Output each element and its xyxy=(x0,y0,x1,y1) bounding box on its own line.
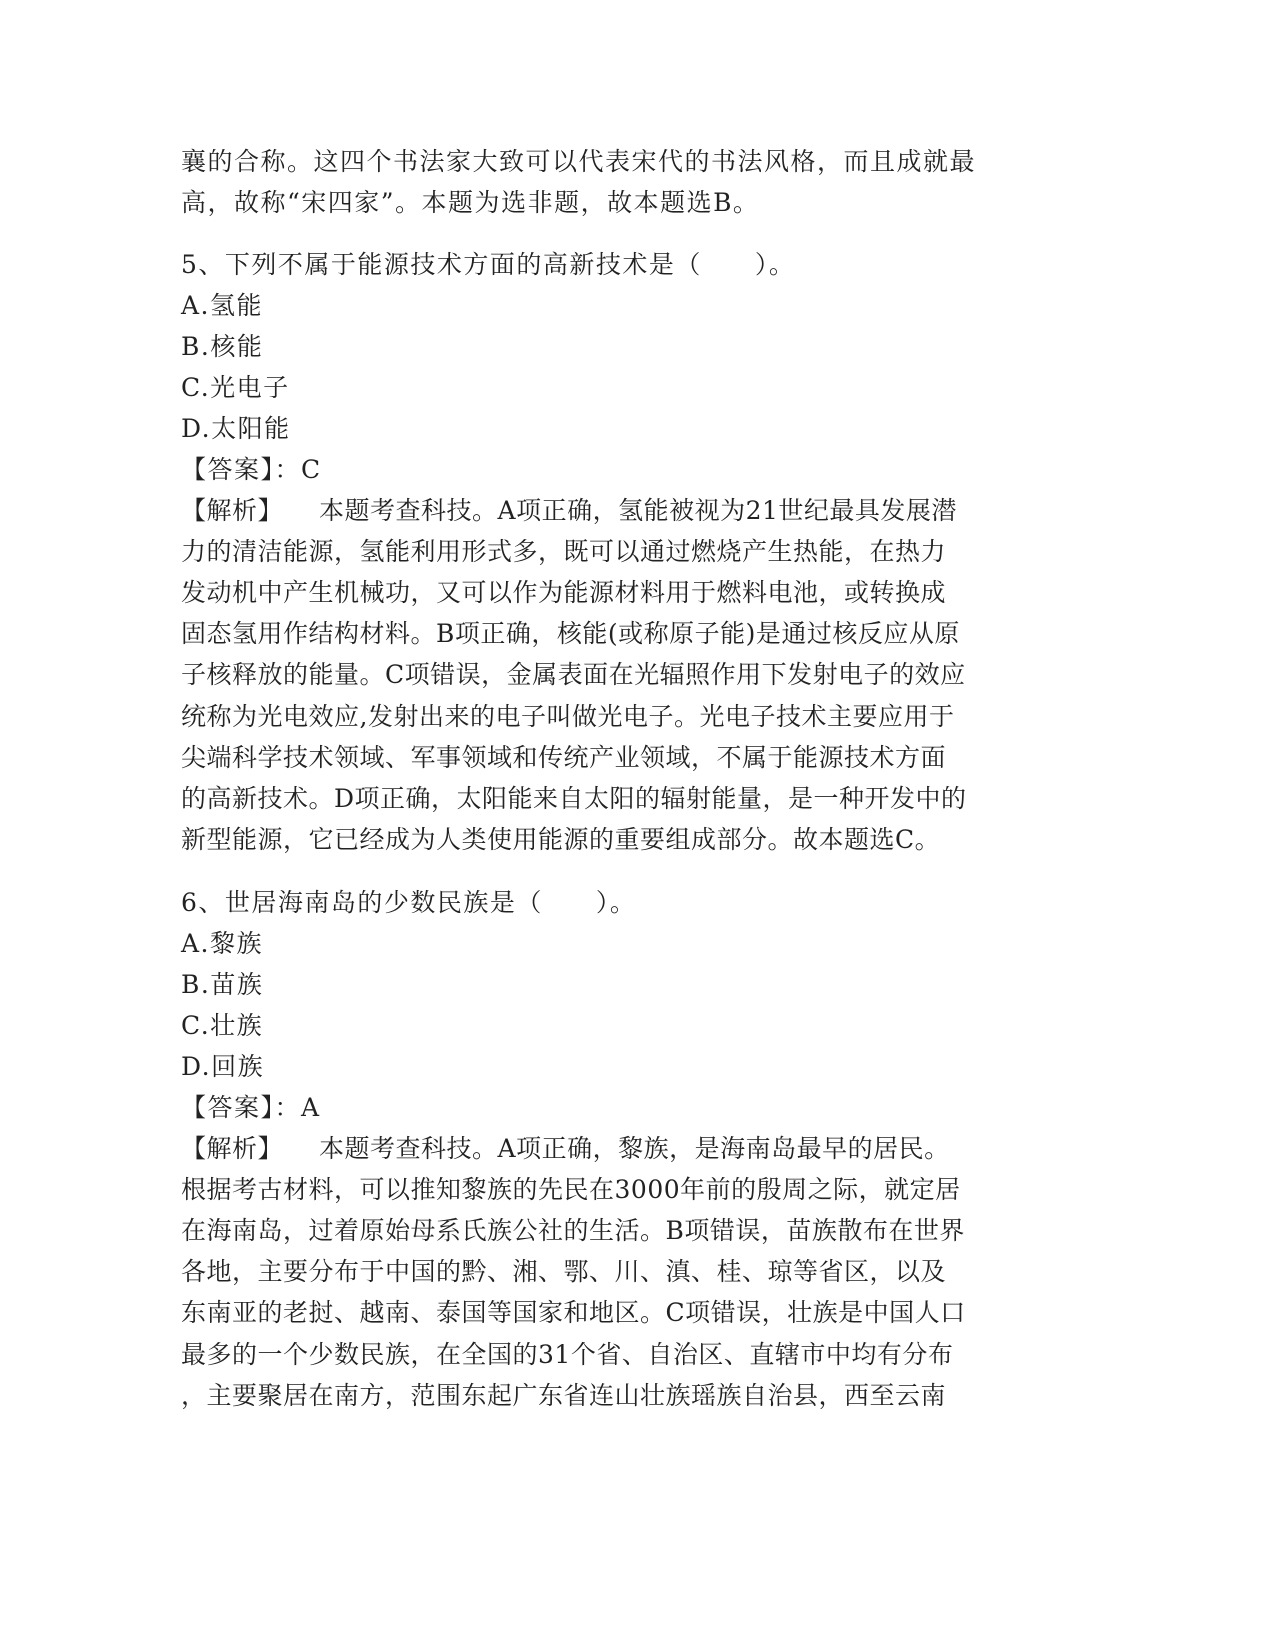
q5-answer: 【答案】：C xyxy=(181,455,322,484)
q5-analysis-line-3: 发动机中产生机械功，又可以作为能源材料用于燃料电池，或转换成 xyxy=(181,578,947,607)
q6-option-a: A.黎族 xyxy=(181,929,264,958)
intro-line-1: 襄的合称。这四个书法家大致可以代表宋代的书法风格，而且成就最 xyxy=(181,147,977,176)
q5-analysis-line-5: 子核释放的能量。C项错误，金属表面在光辐照作用下发射电子的效应 xyxy=(181,660,966,689)
q5-analysis-label: 【解析】 xyxy=(181,496,284,525)
q6-analysis-label: 【解析】 xyxy=(181,1134,284,1163)
q5-analysis-line-2: 力的清洁能源，氢能利用形式多，既可以通过燃烧产生热能，在热力 xyxy=(181,537,947,566)
q5-option-b: B.核能 xyxy=(181,332,264,361)
q6-option-b: B.苗族 xyxy=(181,970,264,999)
q6-analysis-line-4: 各地，主要分布于中国的黔、湘、鄂、川、滇、桂、琼等省区，以及 xyxy=(181,1257,947,1286)
q6-option-d: D.回族 xyxy=(181,1052,265,1081)
q6-analysis-line-5: 东南亚的老挝、越南、泰国等国家和地区。C项错误，壮族是中国人口 xyxy=(181,1298,966,1327)
q5-option-c: C.光电子 xyxy=(181,373,290,402)
q5-analysis-line-4: 固态氢用作结构材料。B项正确，核能(或称原子能)是通过核反应从原 xyxy=(181,619,960,648)
intro-line-2: 高，故称“宋四家”。本题为选非题，故本题选B。 xyxy=(181,188,760,217)
q5-analysis-line-6: 统称为光电效应,发射出来的电子叫做光电子。光电子技术主要应用于 xyxy=(181,702,955,731)
q5-option-a: A.氢能 xyxy=(181,291,264,320)
q6-option-c: C.壮族 xyxy=(181,1011,264,1040)
q6-analysis-line-7: ，主要聚居在南方，范围东起广东省连山壮族瑶族自治县，西至云南 xyxy=(181,1381,947,1410)
q5-analysis-line-8: 的高新技术。D项正确，太阳能来自太阳的辐射能量，是一种开发中的 xyxy=(181,784,967,813)
q6-analysis-line-1 xyxy=(181,1132,950,1166)
q5-analysis-text-1: 本题考查科技。A项正确，氢能被视为21世纪最具发展潜 xyxy=(319,496,957,525)
q5-analysis-line-1 xyxy=(181,494,957,528)
q6-analysis-line-6: 最多的一个少数民族，在全国的31个省、自治区、直辖市中均有分布 xyxy=(181,1340,954,1369)
q5-question: 5、下列不属于能源技术方面的高新技术是（ ）。 xyxy=(181,250,796,279)
q6-analysis-text-1: 本题考查科技。A项正确，黎族，是海南岛最早的居民。 xyxy=(319,1134,950,1163)
q5-analysis-line-9: 新型能源，它已经成为人类使用能源的重要组成部分。故本题选C。 xyxy=(181,825,941,854)
q5-analysis-line-7: 尖端科学技术领域、军事领域和传统产业领域，不属于能源技术方面 xyxy=(181,743,947,772)
q6-question: 6、世居海南岛的少数民族是（ ）。 xyxy=(181,888,637,917)
q5-option-d: D.太阳能 xyxy=(181,414,291,443)
q6-analysis-line-3: 在海南岛，过着原始母系氏族公社的生活。B项错误，苗族散布在世界 xyxy=(181,1216,965,1245)
q6-answer: 【答案】：A xyxy=(181,1093,321,1122)
q6-analysis-line-2: 根据考古材料，可以推知黎族的先民在3000年前的殷周之际，就定居 xyxy=(181,1175,961,1204)
